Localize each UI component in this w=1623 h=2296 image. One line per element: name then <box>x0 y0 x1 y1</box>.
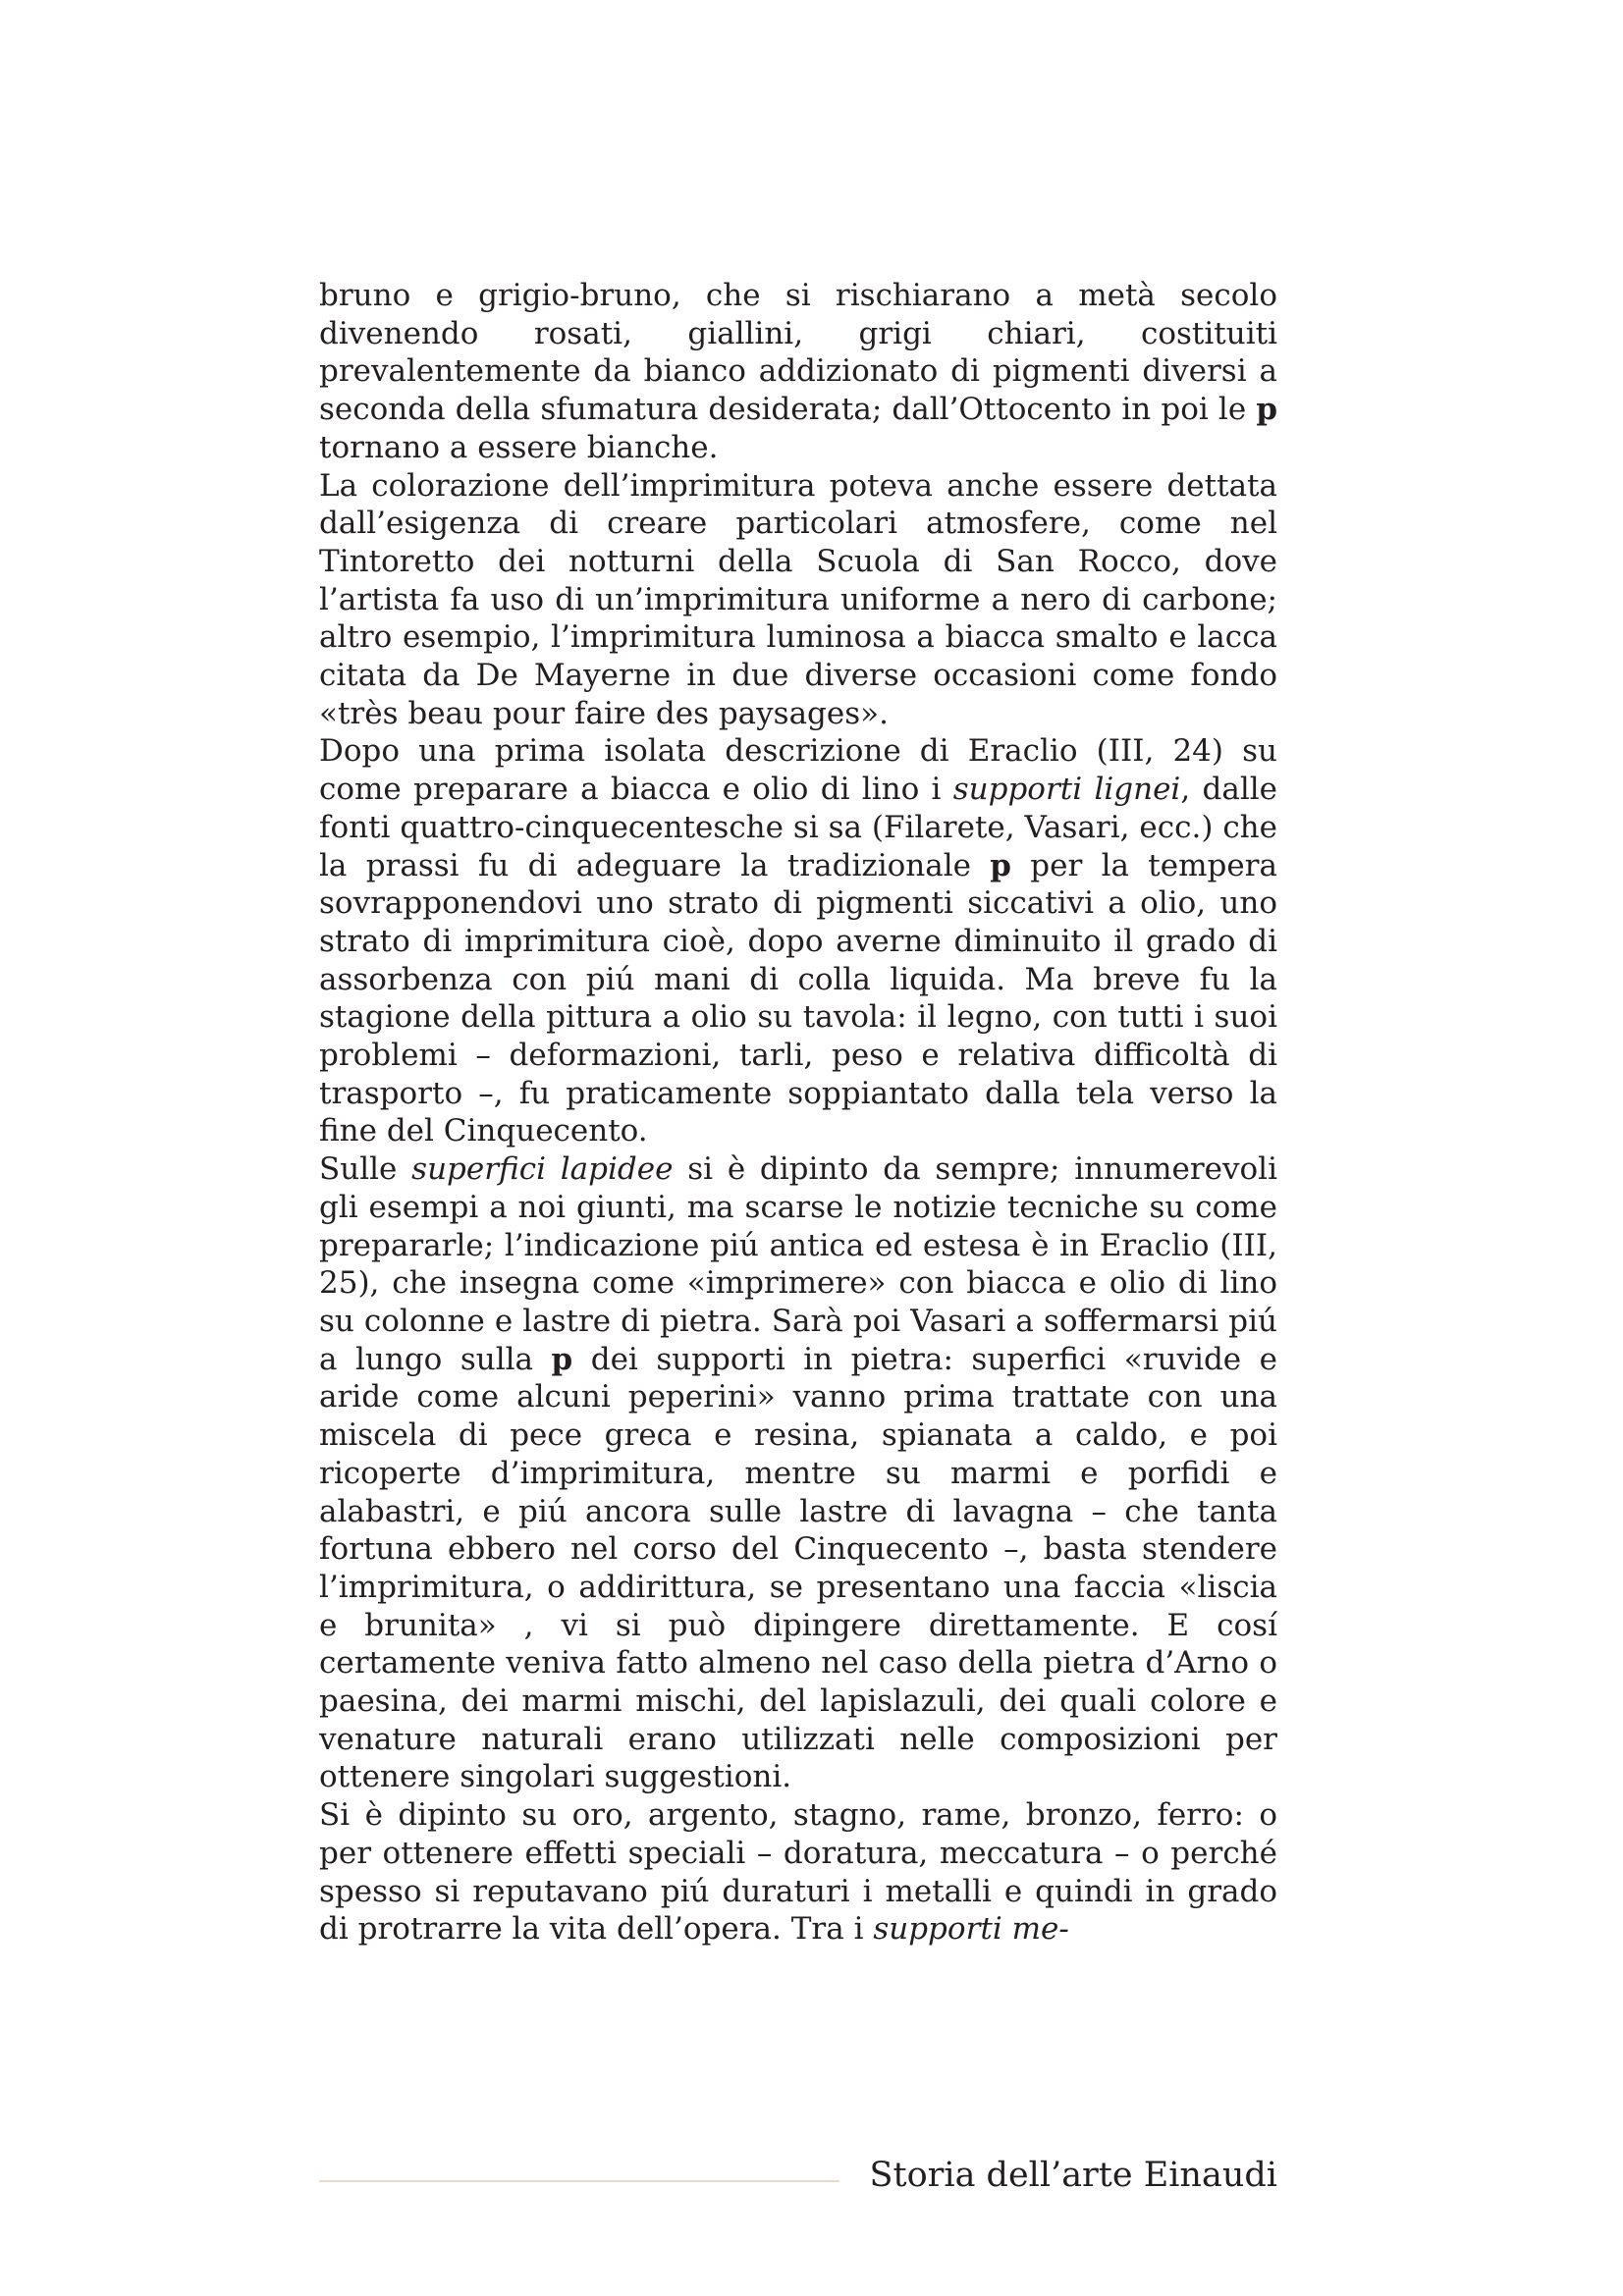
italic-term: supporti me- <box>873 1911 1069 1948</box>
text-run: dei supporti in pietra: superfici «ruvide e aride come alcuni peperini» vanno prima trattate con una miscela di pece greca e resina, spianata a caldo, e poi ricoperte d’imprimitura, mentre su marmi e porfidi e alabastri, e piú ancora sulle lastre di lavagna – che tanta fortuna ebbero nel corso del Cinquecento –, basta stendere l’imprimitura, o addirittura, se presentano una faccia «liscia e brunita» , vi si può dipingere direttamente. E cosí certamente veniva fatto almeno nel caso della pietra d’Arno o paesina, dei marmi mischi, del lapislazuli, dei quali colore e venature naturali erano utilizzati nelle composizioni per ottenere singolari suggestioni. <box>319 1341 1277 1795</box>
body-text <box>319 277 1277 1949</box>
text-run: Si è dipinto su oro, argento, stagno, rame, bronzo, ferro: o per ottenere effetti speciali – doratura, meccatura – o perché spesso si reputavano piú duraturi i metalli e quindi in grado di protrarre la vita dell’opera. Tra i <box>319 1797 1277 1948</box>
text-run: per la tempera sovrapponendovi uno strato di pigmenti siccativi a olio, uno strato di imprimitura cioè, dopo averne diminuito il grado di assorbenza con piú mani di colla liquida. Ma breve fu la stagione della pittura a olio su tavola: il legno, con tutti i suoi problemi – deformazioni, tarli, peso e relativa difficoltà di trasporto –, fu praticamente soppiantato dalla tela verso la fine del Cinquecento. <box>319 847 1277 1149</box>
paragraph-1 <box>319 277 1277 467</box>
italic-term: supporti lignei <box>952 772 1181 808</box>
paragraph-3 <box>319 732 1277 1150</box>
text-run: La colorazione dell’imprimitura poteva anche essere dettata dall’esigenza di creare particolari atmosfere, come nel Tintoretto dei notturni della Scuola di San Rocco, dove l’artista fa uso di un’imprimitura uniforme a nero di carbone; altro esempio, l’imprimitura luminosa a biacca smalto e lacca citata da De Mayerne in due diverse occasioni come fondo «très beau pour faire des paysages». <box>319 467 1277 731</box>
bold-p-abbrev: p <box>551 1341 573 1377</box>
footer-rule <box>319 2180 839 2182</box>
bold-p-abbrev: p <box>990 847 1011 883</box>
paragraph-4 <box>319 1150 1277 1796</box>
paragraph-5 <box>319 1796 1277 1949</box>
text-run: , dalle fonti quattro-cinquecentesche si sa (Filarete, Vasari, ecc.) che la prassi fu di adeguare la tradizionale <box>319 772 1277 883</box>
text-run: si è dipinto da sempre; innumerevoli gli esempi a noi giunti, ma scarse le notizie tecniche su come prepararle; l’indicazione piú antica ed estesa è in Eraclio (III, 25), che insegna come «imprimere» con biacca e olio di lino su colonne e lastre di pietra. Sarà poi Vasari a soffermarsi piú a lungo sulla <box>319 1151 1277 1377</box>
text-run: bruno e grigio-bruno, che si rischiarano a metà secolo divenendo rosati, giallini, grigi chiari, costituiti prevalentemente da bianco addizionato di pigmenti diversi a seconda della sfumatura desiderata; dall’Ottocento in poi le <box>319 278 1277 428</box>
italic-term: superfici lapidee <box>411 1151 674 1188</box>
paragraph-2 <box>319 467 1277 733</box>
text-run: Dopo una prima isolata descrizione di Eraclio (III, 24) su come preparare a biacca e olio di lino i <box>319 733 1277 808</box>
text-run: tornano a essere bianche. <box>319 429 719 465</box>
bold-p-abbrev: p <box>1256 392 1277 428</box>
text-run: Sulle <box>319 1151 412 1188</box>
footer-title: Storia dell’arte Einaudi <box>869 2156 1277 2195</box>
